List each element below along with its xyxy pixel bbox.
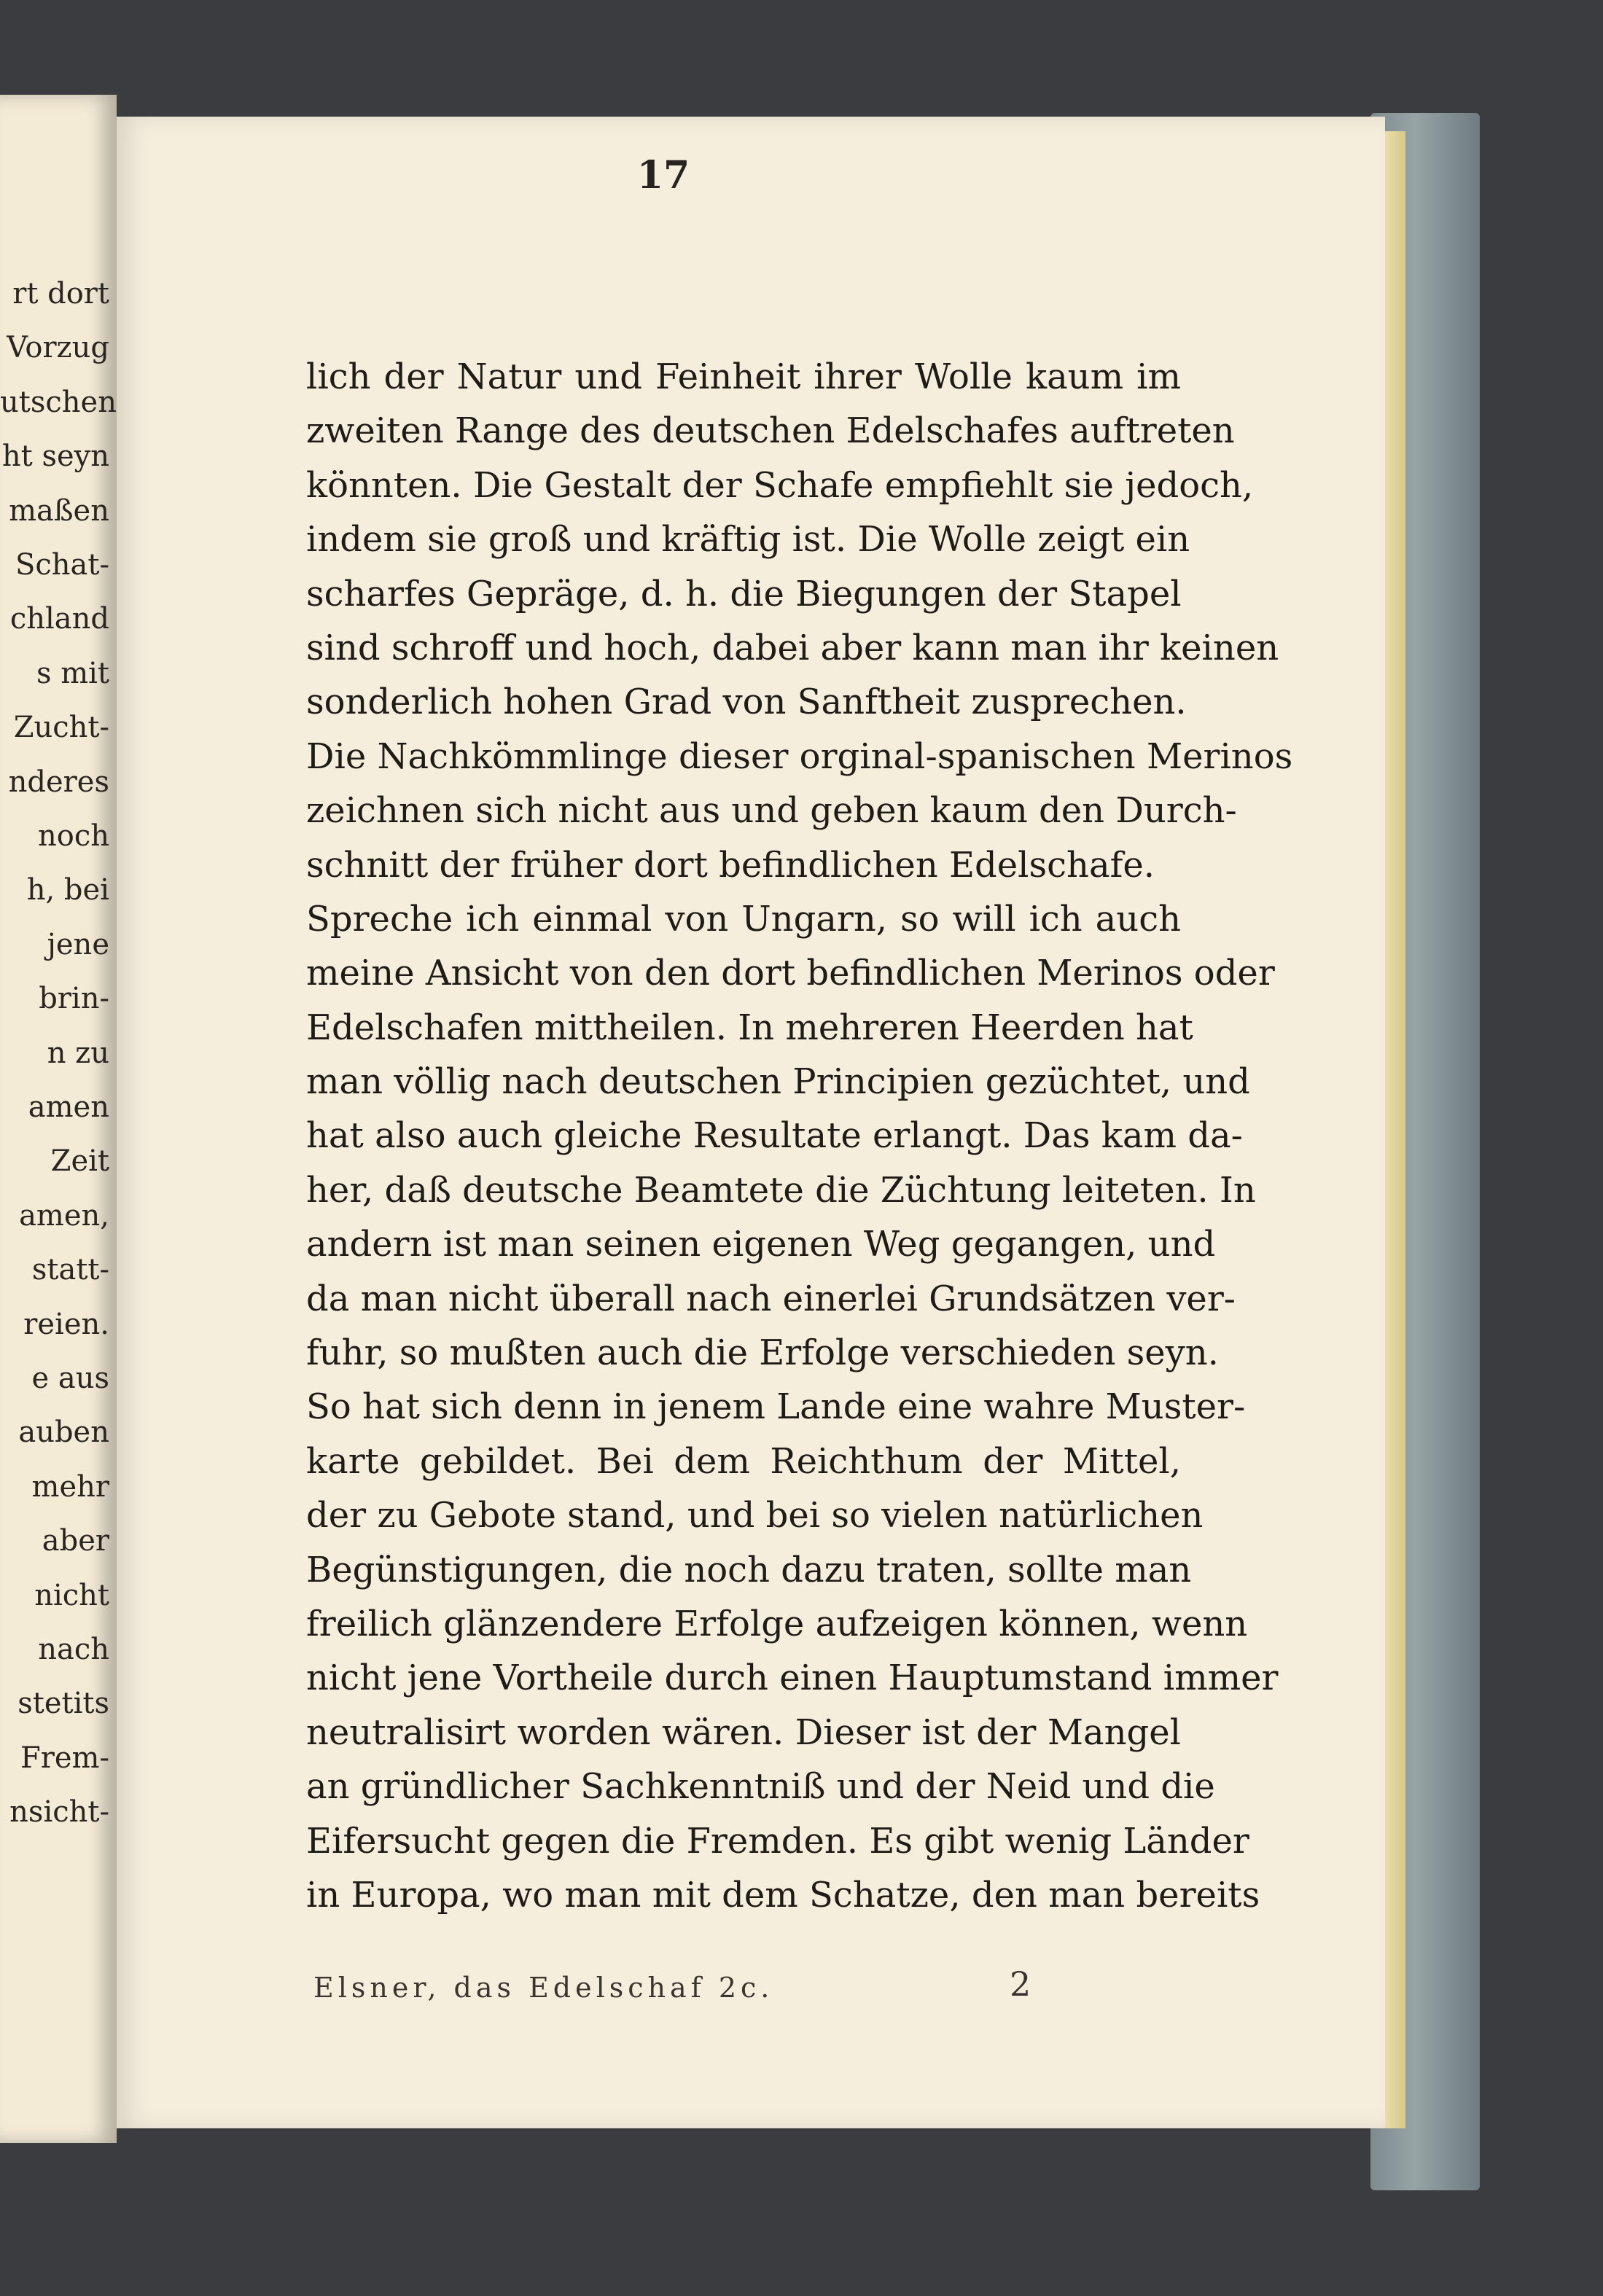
text-line: meine Ansicht von den dort befindlichen Merinos oder: [306, 953, 1275, 994]
text-line: neutralisirt worden wären. Dieser ist der Mangel: [306, 1711, 1181, 1753]
text-line: der zu Gebote stand, und bei so vielen natürlichen: [306, 1495, 1204, 1536]
text-line: andern ist man seinen eigenen Weg gegangen, und: [306, 1224, 1216, 1265]
left-page-fragment: amen: [28, 1090, 109, 1124]
text-line: freilich glänzendere Erfolge aufzeigen können, wenn: [306, 1603, 1248, 1644]
text-line: Spreche ich einmal von Ungarn, so will ich auch: [306, 898, 1181, 940]
text-line: fuhr, so mußten auch die Erfolge verschieden seyn.: [306, 1332, 1219, 1374]
left-page: [0, 95, 117, 2143]
text-line: Eifersucht gegen die Fremden. Es gibt wenig Länder: [306, 1820, 1249, 1862]
text-line: indem sie groß und kräftig ist. Die Wolle zeigt ein: [306, 519, 1190, 561]
left-page-fragment: nderes: [8, 765, 109, 799]
left-page-fragment: nsicht-: [9, 1795, 109, 1830]
text-line: man völlig nach deutschen Principien gezüchtet, und: [306, 1061, 1250, 1103]
text-line: Die Nachkömmlinge dieser orginal-spanischen Merinos: [306, 735, 1293, 777]
left-page-fragment: Zeit: [50, 1144, 109, 1179]
text-line: hat also auch gleiche Resultate erlangt. Das kam da-: [306, 1115, 1243, 1157]
left-page-fragment: h, bei: [26, 873, 109, 907]
text-line: nicht jene Vortheile durch einen Hauptumstand immer: [306, 1657, 1279, 1699]
left-page-fragment: statt-: [31, 1253, 109, 1287]
text-line: in Europa, wo man mit dem Schatze, den man bereits: [306, 1874, 1260, 1916]
left-page-fragment: Frem-: [20, 1741, 109, 1775]
left-page-fragment: utschen: [0, 385, 117, 419]
left-page-fragment: stetits: [17, 1687, 109, 1721]
left-page-fragment: auben: [18, 1416, 109, 1450]
text-line: könnten. Die Gestalt der Schafe empfiehlt sie jedoch,: [306, 464, 1254, 506]
left-page-fragment: brin-: [39, 982, 109, 1016]
body-text: [306, 350, 1293, 1922]
left-page-fragment: Schat-: [15, 548, 109, 582]
text-line: karte gebildet. Bei dem Reichthum der Mittel,: [306, 1440, 1181, 1482]
text-line: lich der Natur und Feinheit ihrer Wolle kaum im: [306, 356, 1181, 397]
left-page-fragment: mehr: [31, 1469, 109, 1504]
left-page-fragment: maßen: [9, 493, 109, 528]
left-page-fragment: chland: [9, 602, 109, 636]
left-page-fragment: e aus: [31, 1362, 109, 1395]
left-page-fragment: noch: [37, 819, 109, 853]
left-page-fragment: nach: [38, 1633, 109, 1666]
footer-sheet-number: 2: [1010, 1964, 1031, 2004]
left-page-fragment: amen,: [19, 1198, 109, 1233]
left-page-fragment: n zu: [47, 1036, 109, 1070]
text-line: Edelschafen mittheilen. In mehreren Heerden hat: [306, 1007, 1193, 1048]
text-line: da man nicht überall nach einerlei Grundsätzen ver-: [306, 1278, 1236, 1319]
footer-signature: Elsner, das Edelschaf 2c.: [313, 1972, 774, 2004]
text-line: an gründlicher Sachkenntniß und der Neid und die: [306, 1766, 1215, 1808]
text-line: Begünstigungen, die noch dazu traten, sollte man: [306, 1549, 1192, 1590]
text-line: zeichnen sich nicht aus und geben kaum den Durch-: [306, 790, 1237, 832]
text-line: her, daß deutsche Beamtete die Züchtung leiteten. In: [306, 1169, 1256, 1211]
left-page-fragment: reien.: [23, 1307, 109, 1341]
text-line: zweiten Range des deutschen Edelschafes auftreten: [306, 410, 1235, 452]
left-page-fragment: rt dort: [12, 277, 109, 311]
left-page-fragment: s mit: [36, 656, 109, 690]
left-page-fragment: Vorzug: [7, 331, 109, 365]
left-page-fragment: ht seyn: [1, 440, 109, 474]
text-line: scharfes Gepräge, d. h. die Biegungen der Stapel: [306, 573, 1182, 614]
left-page-fragment: aber: [42, 1524, 109, 1558]
left-page-fragment: Zucht-: [13, 711, 109, 745]
left-page-fragment: jene: [47, 927, 109, 961]
text-line: So hat sich denn in jenem Lande eine wahre Muster-: [306, 1386, 1246, 1428]
page-number: 17: [636, 153, 690, 198]
text-line: schnitt der früher dort befindlichen Edelschafe.: [306, 844, 1155, 886]
left-page-fragment: nicht: [34, 1578, 109, 1612]
text-line: sonderlich hohen Grad von Sanftheit zusprechen.: [306, 682, 1187, 723]
text-line: sind schroff und hoch, dabei aber kann man ihr keinen: [306, 627, 1279, 668]
